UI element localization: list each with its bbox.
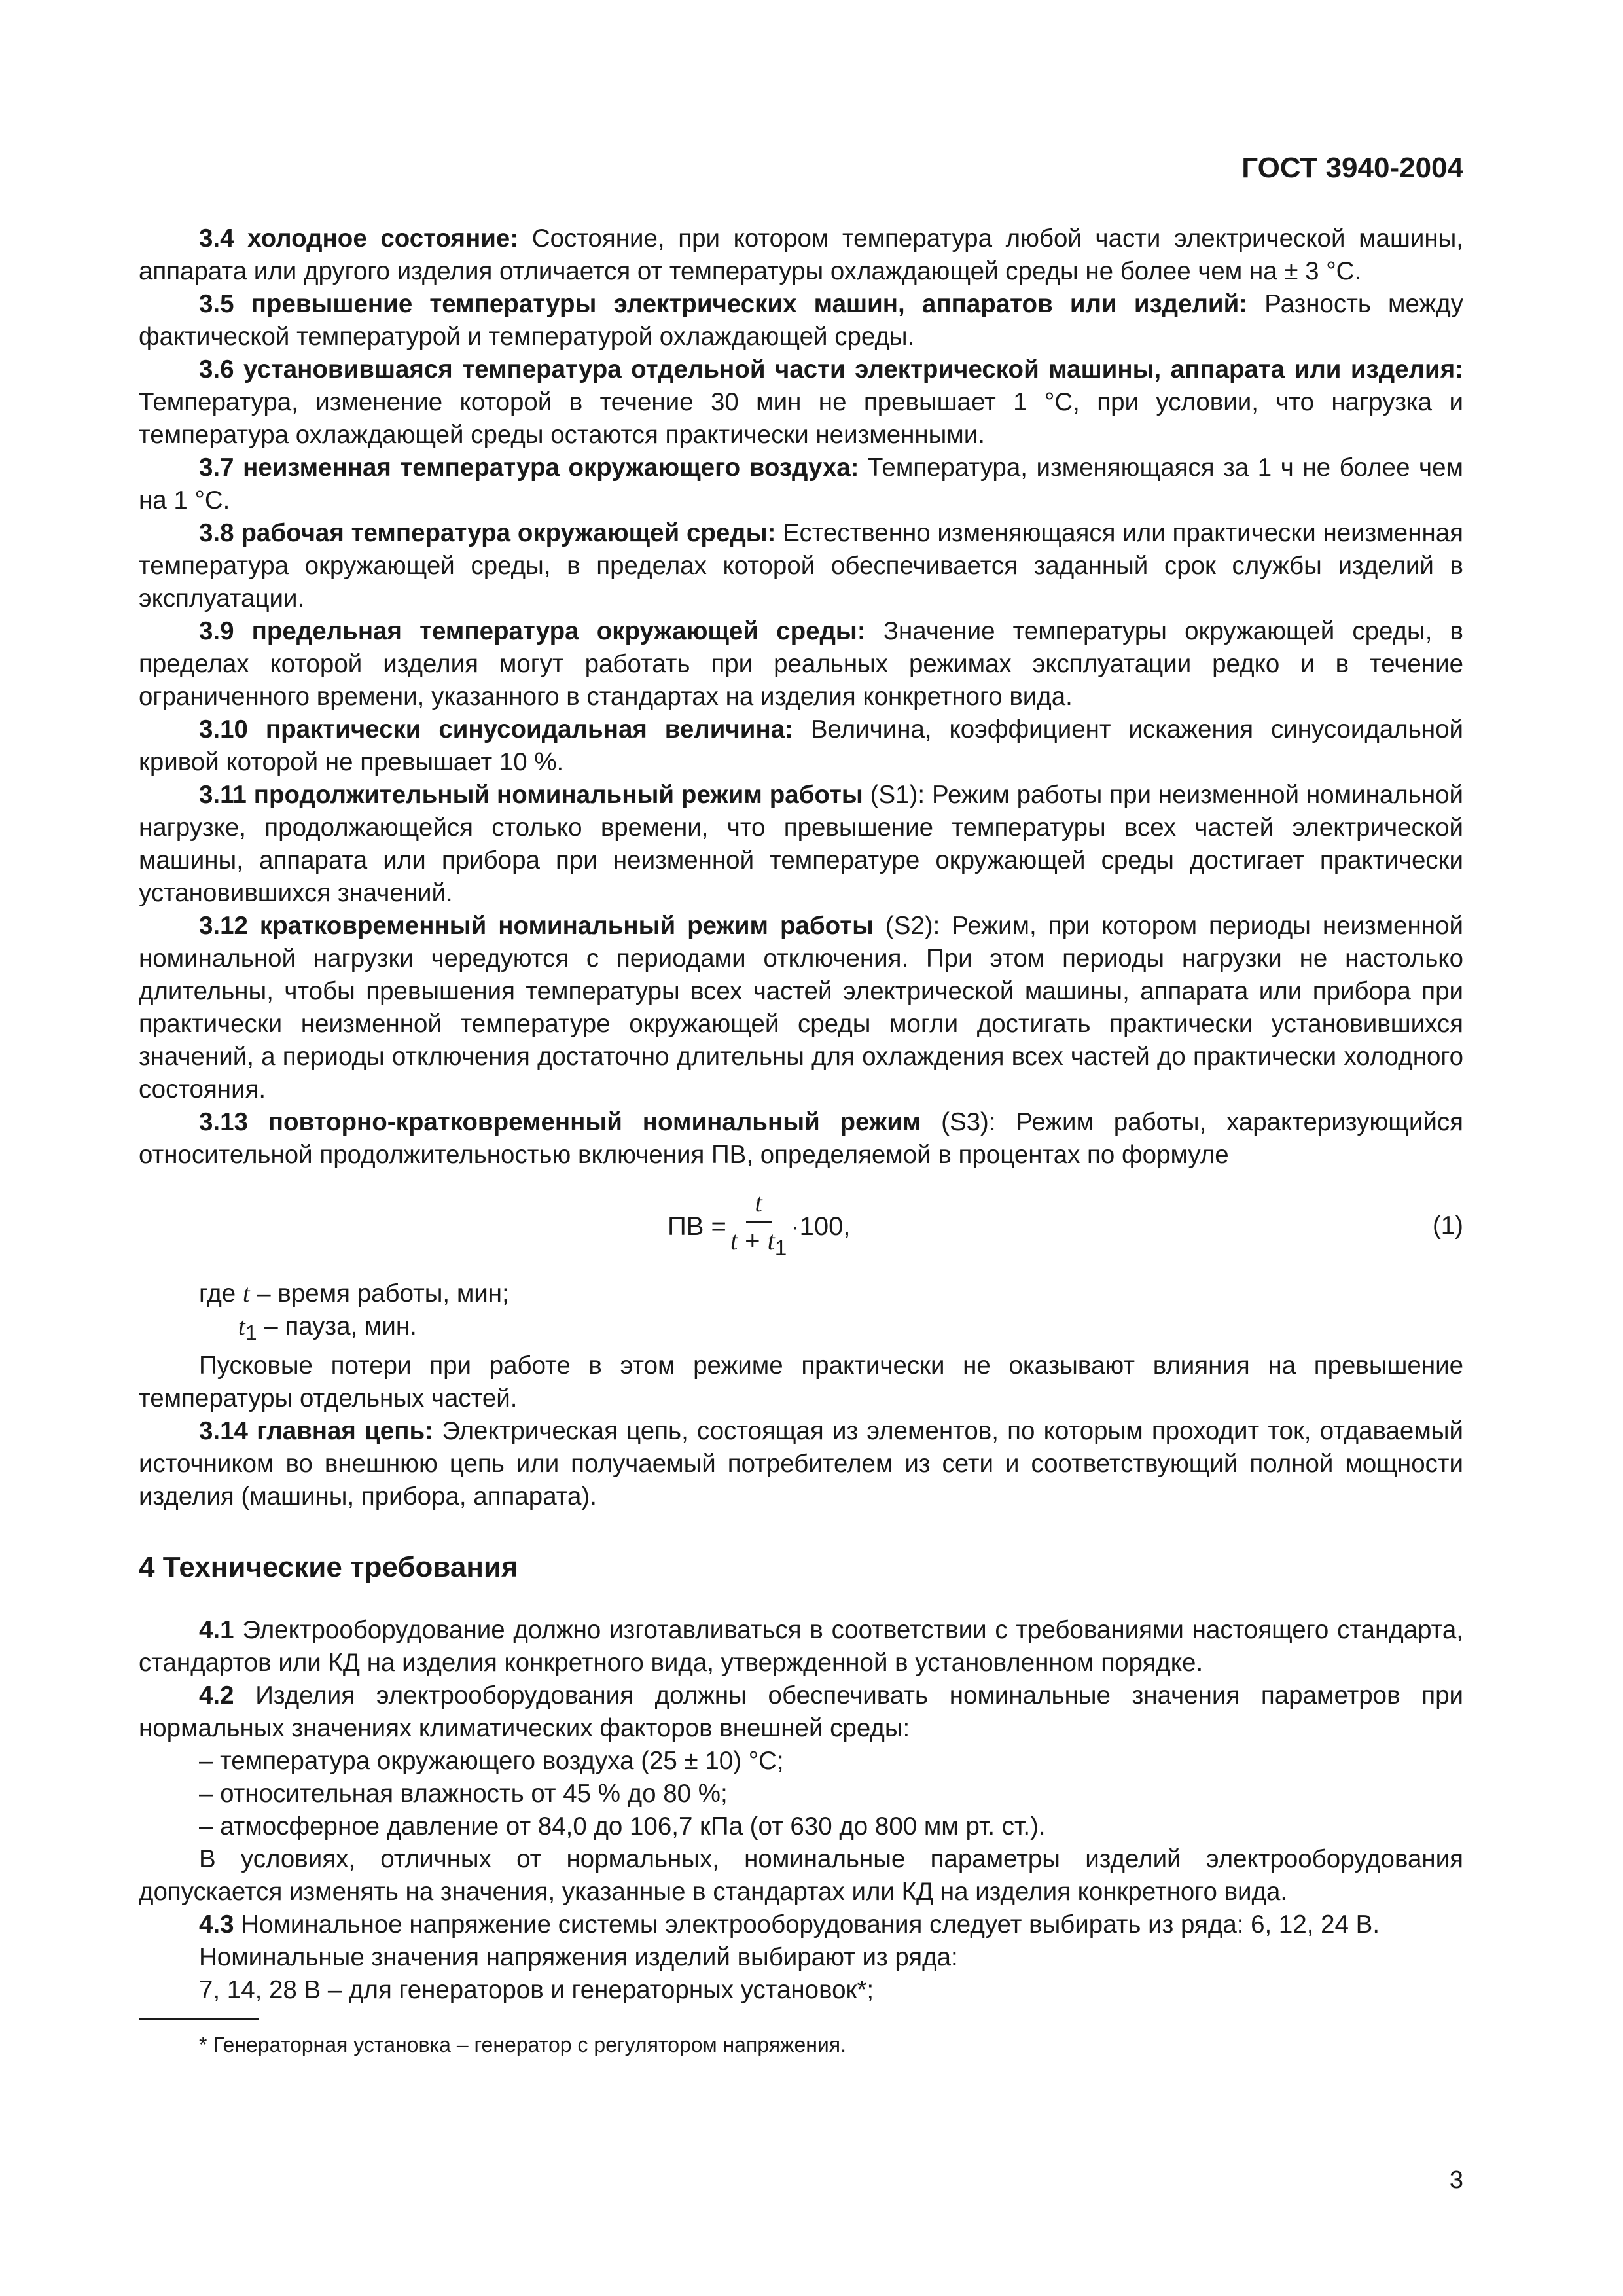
term-definition: Электрическая цепь, состоящая из элементов, по которым проходит ток, отдаваемый источником во внешнюю цепь или получаемый потребителем из сети и соответствующий полной мощности изделия (машины, прибора, аппарата).: [139, 1416, 1463, 1511]
where-line-1: где t – время работы, мин;: [199, 1280, 509, 1308]
term-3-6: [139, 353, 1463, 452]
term-definition: (S1): Режим работы при неизменной номинальной нагрузке, продолжающейся столько времени, что превышение температуры всех частей электрической машины, аппарата или прибора при неизменной температуре окружающей среды достигает практически установившихся значений.: [139, 781, 1463, 907]
term-title: 3.13 повторно-кратковременный номинальный режим: [199, 1108, 921, 1136]
where-line-2: $t_1$ – пауза, мин.: [238, 1312, 417, 1345]
formula-fraction: [730, 1186, 787, 1267]
nominal-values-paragraph: Номинальные значения напряжения изделий выбирают из ряда:: [199, 1943, 958, 1971]
term-3-12: [139, 910, 1463, 1106]
term-3-10: [139, 713, 1463, 779]
clause-4-1: 4.1 Электрооборудование должно изготавливаться в соответствии с требованиями настоящего стандарта, стандартов или КД на изделия конкретного вида, утвержденной в установленном порядке.: [139, 1615, 1463, 1677]
term-definition: Значение температуры окружающей среды, в пределах которой изделия могут работать при реальных режимах эксплуатации редко и в течение ограниченного времени, указанного в стандартах на изделия конкретного вида.: [139, 617, 1463, 711]
term-3-14: [139, 1415, 1463, 1513]
term-title: 3.12 кратковременный номинальный режим работы: [199, 912, 874, 940]
formula-rhs: ·100,: [791, 1212, 851, 1241]
formula-lhs: ПВ =: [668, 1212, 726, 1241]
document-number: ГОСТ 3940-2004: [1241, 152, 1463, 184]
term-definition: (S3): Режим работы, характеризующийся относительной продолжительностью включения ПВ, определяемой в процентах по формуле: [139, 1108, 1463, 1169]
term-definition: Температура, изменение которой в течение 30 мин не превышает 1 °С, при условии, что нагрузка и температура охлаждающей среды остаются практически неизменными.: [139, 388, 1463, 449]
term-title: 3.7 неизменная температура окружающего воздуха:: [199, 454, 859, 482]
list-item: – температура окружающего воздуха (25 ± 10) °С;: [199, 1746, 784, 1775]
term-3-7: [139, 452, 1463, 517]
term-definition: Состояние, при котором температура любой части электрической машины, аппарата или другого изделия отличается от температуры охлаждающей среды не более чем на ± 3 °С.: [139, 224, 1463, 285]
term-3-13: [139, 1106, 1463, 1172]
term-title: 3.8 рабочая температура окружающей среды:: [199, 519, 776, 547]
terms-list: [139, 223, 1463, 1172]
term-definition: Температура, изменяющаяся за 1 ч не более чем на 1 °С.: [139, 454, 1464, 514]
formula-number: (1): [1432, 1211, 1463, 1240]
term-definition: Естественно изменяющаяся или практически неизменная температура окружающей среды, в пределах которой обеспечивается заданный срок службы изделий в эксплуатации.: [139, 519, 1463, 613]
term-3-8: [139, 517, 1463, 615]
list-item: – атмосферное давление от 84,0 до 106,7 кПа (от 630 до 800 мм рт. ст.).: [199, 1812, 1046, 1840]
term-definition: Разность между фактической температурой и температурой охлаждающей среды.: [139, 290, 1463, 351]
formula-pv: [668, 1186, 850, 1267]
voltage-series-paragraph: 7, 14, 28 В – для генераторов и генераторных установок*;: [199, 1975, 874, 2004]
after-formula-paragraph: Пусковые потери при работе в этом режиме практически не оказывают влияния на превышение температуры отдельных частей.: [139, 1351, 1463, 1412]
term-3-5: [139, 288, 1463, 353]
term-title: 3.4 холодное состояние:: [199, 224, 519, 253]
footnote: * Генераторная установка – генератор с регулятором напряжения.: [199, 2033, 847, 2056]
term-title: 3.11 продолжительный номинальный режим работы: [199, 781, 863, 809]
clause-4-3: 4.3 Номинальное напряжение системы электрооборудования следует выбирать из ряда: 6, 12, 24 В.: [199, 1910, 1380, 1939]
list-item: – относительная влажность от 45 % до 80 %;: [199, 1779, 728, 1808]
term-3-9: [139, 615, 1463, 713]
term-3-4: [139, 223, 1463, 288]
term-3-11: [139, 779, 1463, 910]
section-heading: 4 Технические требования: [139, 1551, 518, 1583]
term-title: 3.14 главная цепь:: [199, 1416, 433, 1445]
footnote-divider: [139, 2018, 259, 2020]
formula-denominator: $t + t_1$: [730, 1226, 787, 1261]
term-title: 3.10 практически синусоидальная величина:: [199, 715, 793, 744]
term-definition: Величина, коэффициент искажения синусоидальной кривой которой не превышает 10 %.: [139, 715, 1463, 776]
term-title: 3.6 установившаяся температура отдельной части электрической машины, аппарата или изделия:: [199, 355, 1463, 384]
conditions-paragraph: В условиях, отличных от нормальных, номинальные параметры изделий электрооборудования допускается изменять на значения, указанные в стандартах или КД на изделия конкретного вида.: [139, 1844, 1463, 1906]
clause-4-2: 4.2 Изделия электрооборудования должны обеспечивать номинальные значения параметров при нормальных значениях климатических факторов внешней среды:: [139, 1681, 1463, 1742]
formula-numerator: t: [746, 1186, 772, 1223]
term-title: 3.9 предельная температура окружающей среды:: [199, 617, 866, 645]
term-title: 3.5 превышение температуры электрических машин, аппаратов или изделий:: [199, 290, 1248, 318]
term-definition: (S2): Режим, при котором периоды неизменной номинальной нагрузки чередуются с периодами отключения. При этом периоды нагрузки не настолько длительны, чтобы превышения температуры всех частей электрической машины, аппарата или прибора при практически неизменной температуре окружающей среды могли достигать практически установившихся значений, а периоды отключения достаточно длительны для охлаждения всех частей до практически холодного состояния.: [139, 912, 1463, 1103]
page-number: 3: [1449, 2166, 1463, 2194]
page-content: [139, 223, 1463, 2007]
formula-block: [139, 1186, 1463, 1267]
